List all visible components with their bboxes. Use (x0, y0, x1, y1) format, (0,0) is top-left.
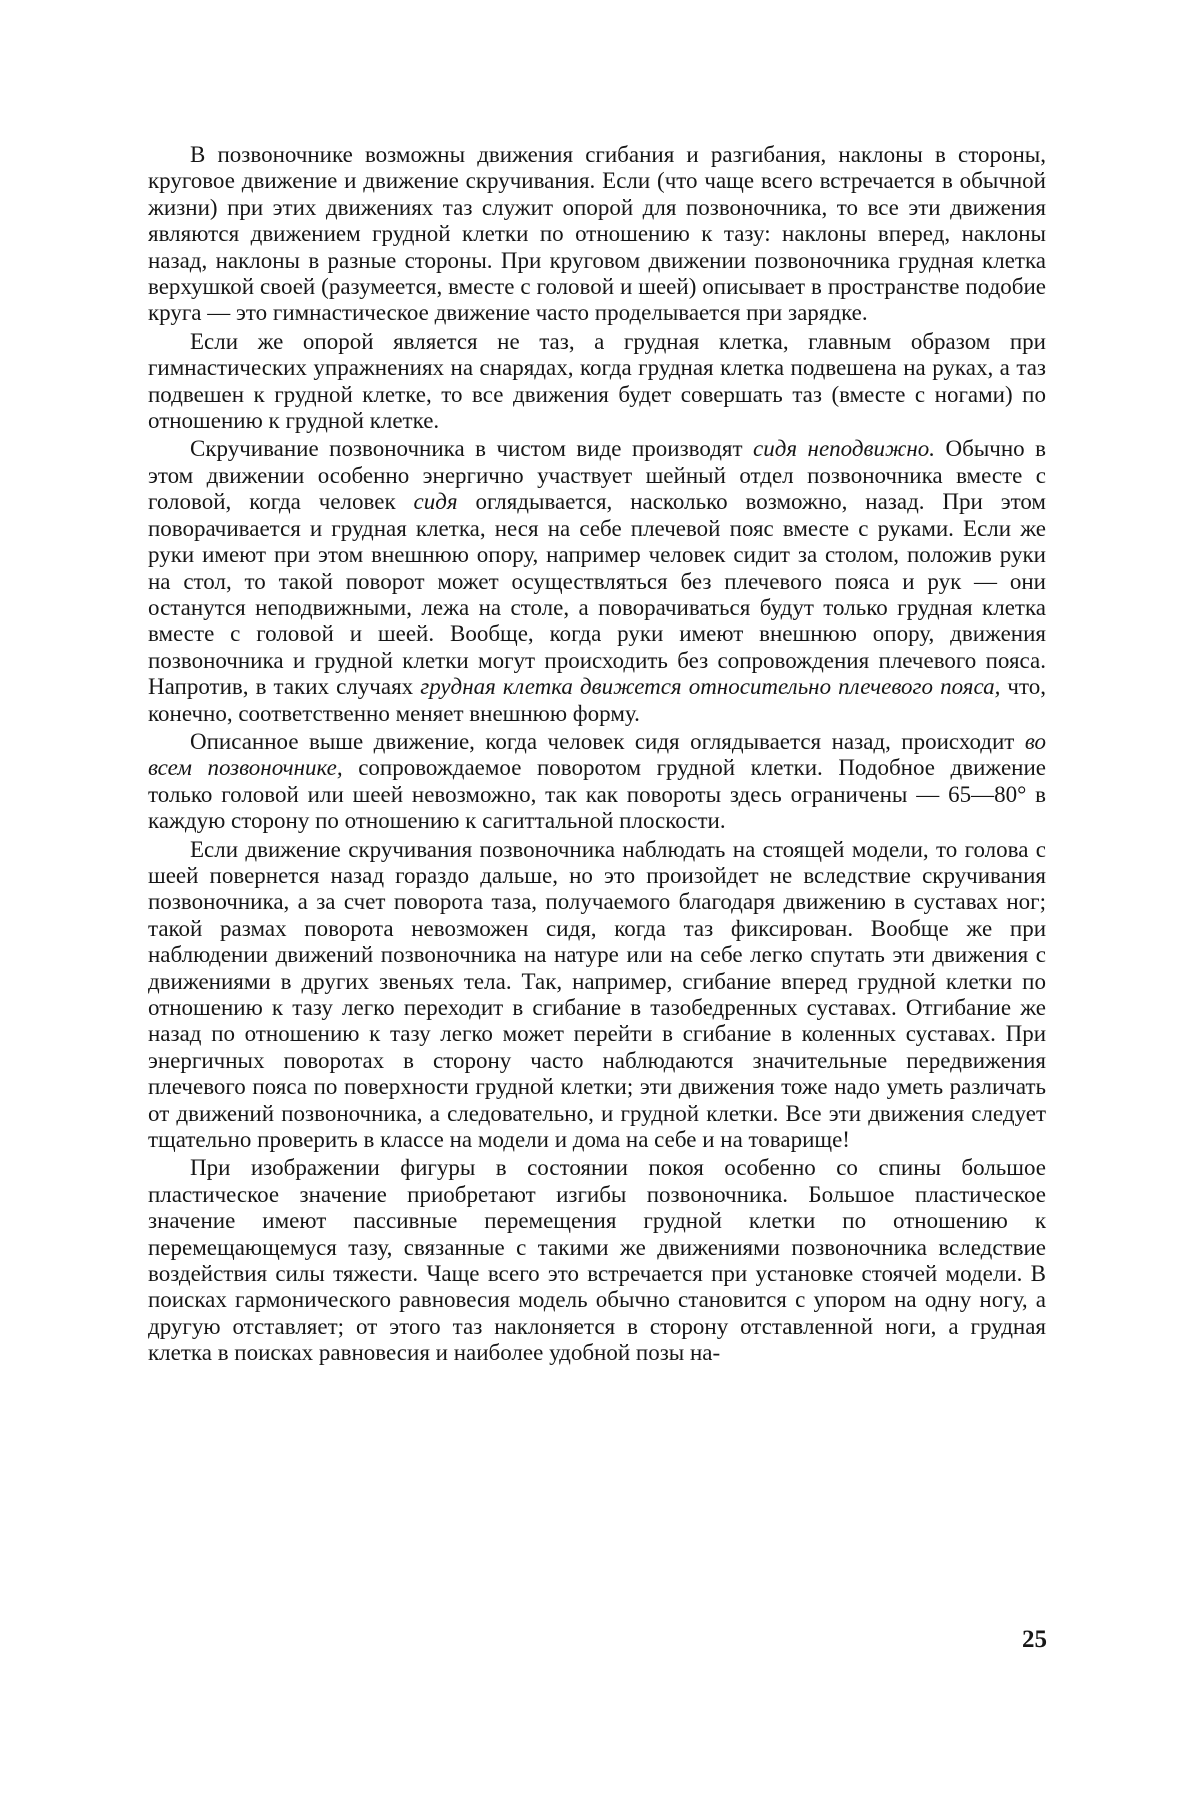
paragraph-4-emphasis: во всем позвоночнике, (148, 728, 1046, 781)
paragraph-3-text-c: оглядывается, насколько возможно, назад. При этом поворачивается и грудная клетка, неся на себе плечевой пояс вместе с руками. Если же руки имеют при этом внешнюю опору, например человек сидит за столом, положив руки на стол, то такой поворот может осуществляться без плечевого пояса и рук — они останутся неподвижными, лежа на столе, а поворачиваться будут только грудная клетка вместе с головой и шеей. Вообще, когда руки имеют внешнюю опору, движения позвоночника и грудной клетки могут происходить без сопровождения плечевого пояса. Напротив, в таких случаях (148, 489, 1046, 700)
paragraph-4-text-a: Описанное выше движение, когда человек сидя оглядывается назад, происходит (190, 728, 1025, 754)
paragraph-3 (148, 436, 1046, 726)
paragraph-6-text: При изображении фигуры в состоянии покоя особенно со спины большое пластическое значение приобретают изгибы позвоночника. Большое пластическое значение имеют пассивные перемещения грудной клетки по отношению к перемещающемуся тазу, связанные с такими же движениями позвоночника вследствие воздействия силы тяжести. Чаще всего это встречается при установке стоячей модели. В поисках гармонического равновесия модель обычно становится с упором на одну ногу, а другую отставляет; от этого таз наклоняется в сторону отставленной ноги, а грудная клетка в поисках равновесия и наиболее удобной позы на- (148, 1155, 1046, 1366)
paragraph-4-text-b: сопровождаемое поворотом грудной клетки. Подобное движение только головой или шеей невозможно, так как повороты здесь ограничены — 65—80° в каждую сторону по отношению к сагиттальной плоскости. (148, 755, 1047, 834)
paragraph-1 (148, 142, 1046, 327)
paragraph-4 (148, 729, 1046, 835)
paragraph-3-emphasis-b: сидя (413, 489, 458, 515)
paragraph-3-emphasis-a: сидя неподвижно. (753, 436, 936, 462)
paragraph-3-text-d: что, конечно, соответственно меняет внешнюю форму. (148, 674, 1046, 726)
paragraph-5-text: Если движение скручивания позвоночника наблюдать на стоящей модели, то голова с шеей повернется назад гораздо дальше, но это произойдет не вследствие скручивания позвоночника, а за счет поворота таза, получаемого благодаря движению в суставах ног; такой размах поворота невозможен сидя, когда таз фиксирован. Вообще же при наблюдении движений позвоночника на натуре или на себе легко спутать эти движения с движениями в других звеньях тела. Так, например, сгибание вперед грудной клетки по отношению к тазу легко переходит в сгибание в тазобедренных суставах. Отгибание же назад по отношению к тазу легко может перейти в сгибание в коленных суставах. При энергичных поворотах в сторону часто наблюдаются значительные передвижения плечевого пояса по поверхности грудной клетки; эти движения тоже надо уметь различать от движений позвоночника, а следовательно, и грудной клетки. Все эти движения следует тщательно проверить в классе на модели и дома на себе и на товарище! (148, 836, 1046, 1153)
paragraph-3-text-b: Обычно в этом движении особенно энергично участвует шейный отдел позвоночника вместе с головой, когда человек (148, 436, 1046, 515)
body-text (148, 142, 1046, 1369)
paragraph-5 (148, 837, 1046, 1154)
paragraph-6 (148, 1155, 1046, 1366)
paragraph-3-text-a: Скручивание позвоночника в чистом виде производят (190, 436, 754, 462)
paragraph-2 (148, 329, 1046, 435)
paragraph-3-emphasis-c: грудная клетка движется относительно плечевого пояса, (420, 674, 1001, 700)
page-number: 25 (1022, 1626, 1047, 1653)
paragraph-2-text: Если же опорой является не таз, а грудная клетка, главным образом при гимнастических упражнениях на снарядах, когда грудная клетка подвешена на руках, а таз подвешен к грудной клетке, то все движения будет совершать таз (вместе с ногами) по отношению к грудной клетке. (148, 328, 1046, 434)
paragraph-1-text: В позвоночнике возможны движения сгибания и разгибания, наклоны в стороны, круговое движение и движение скручивания. Если (что чаще всего встречается в обычной жизни) при этих движениях таз служит опорой для позвоночника, то все эти движения являются движением грудной клетки по отношению к тазу: наклоны вперед, наклоны назад, наклоны в разные стороны. При круговом движении позвоночника грудная клетка верхушкой своей (разумеется, вместе с головой и шеей) описывает в пространстве подобие круга — это гимнастическое движение часто проделывается при зарядке. (148, 142, 1046, 326)
